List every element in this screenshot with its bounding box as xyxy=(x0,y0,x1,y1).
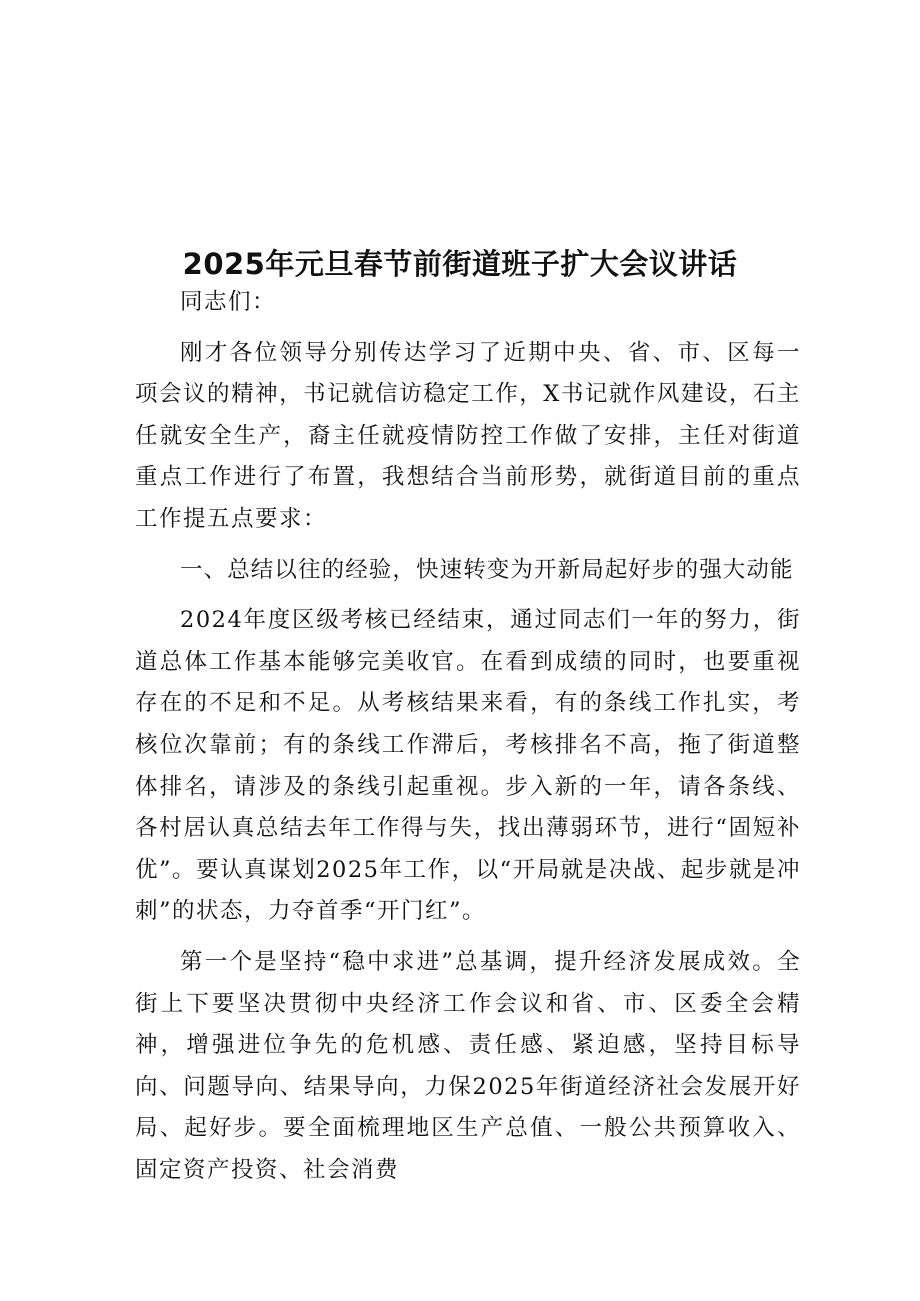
body-paragraph: 2024年度区级考核已经结束，通过同志们一年的努力，街道总体工作基本能够完美收官。在看到成绩的同时，也要重视存在的不足和不足。从考核结果来看，有的条线工作扎实，考核位次靠前；有的条线工作滞后，考核排名不高，拖了街道整体排名，请涉及的条线引起重视。步入新的一年，请各条线、各村居认真总结去年工作得与失，找出薄弱环节，进行“固短补优”。要认真谋划2025年工作，以“开局就是决战、起步就是冲刺”的状态，力夺首季“开门红”。 xyxy=(135,607,801,925)
section-heading: 一、总结以往的经验，快速转变为开新局起好步的强大动能 xyxy=(180,556,794,583)
body-paragraph: 第一个是坚持“稳中求进”总基调，提升经济发展成效。全街上下要坚决贯彻中央经济工作会议和省、市、区委全会精神，增强进位争先的危机感、责任感、紧迫感，坚持目标导向、问题导向、结果导向，力保2025年街道经济社会发展开好局、起好步。要全面梳理地区生产总值、一般公共预算收入、固定资产投资、社会消费 xyxy=(135,948,801,1183)
document-title: 2025年元旦春节前街道班子扩大会议讲话 xyxy=(182,247,738,282)
salutation: 同志们： xyxy=(180,289,277,315)
body-paragraph: 刚才各位领导分别传达学习了近期中央、省、市、区每一项会议的精神，书记就信访稳定工作，X书记就作风建设，石主任就安全生产，裔主任就疫情防控工作做了安排，主任对街道重点工作进行了布置，我想结合当前形势，就街道目前的重点工作提五点要求： xyxy=(135,339,801,532)
document-body xyxy=(135,282,801,1191)
